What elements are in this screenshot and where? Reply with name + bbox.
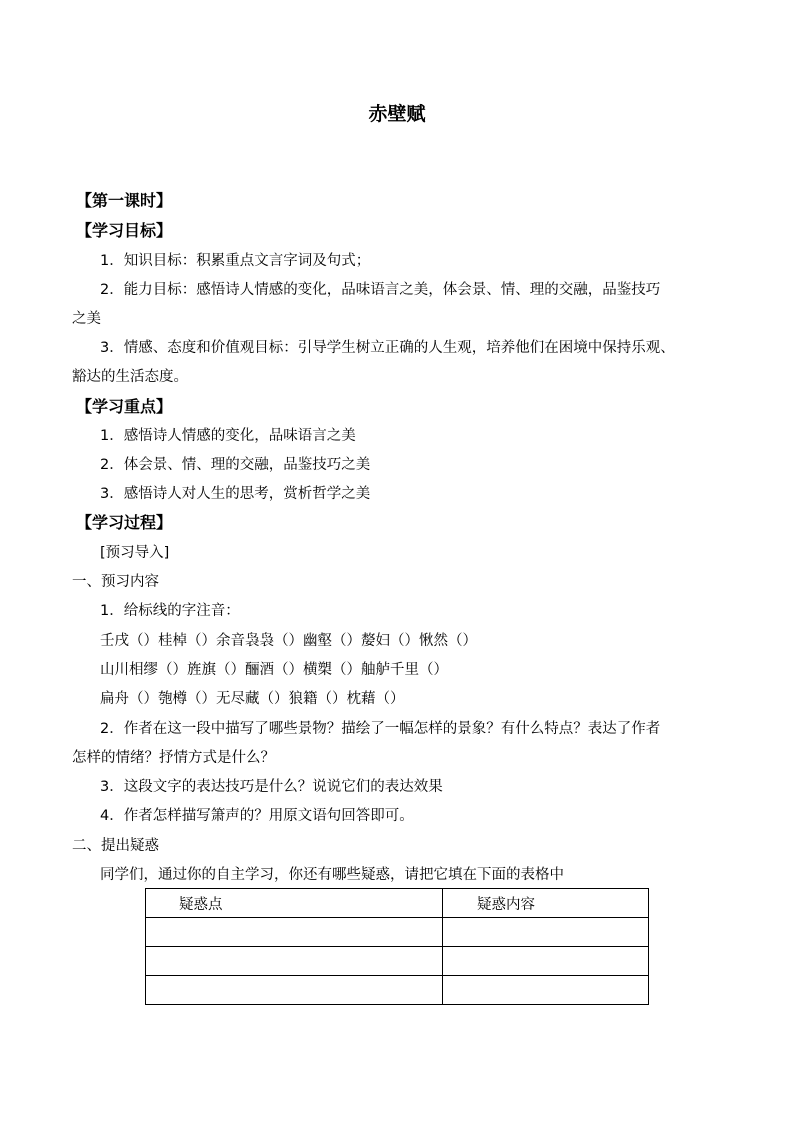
table-cell[interactable] <box>146 976 443 1005</box>
table-cell[interactable] <box>443 918 649 947</box>
table-row <box>146 976 649 1005</box>
table-cell[interactable] <box>443 976 649 1005</box>
key-point-2: 2．体会景、情、理的交融，品鉴技巧之美 <box>100 457 371 473</box>
key-point-3: 3．感悟诗人对人生的思考，赏析哲学之美 <box>100 486 371 502</box>
goal-attitude: 3．情感、态度和价值观目标：引导学生树立正确的人生观，培养他们在困境中保持乐观、 <box>100 340 675 356</box>
question-2-continued: 怎样的情绪？抒情方式是什么？ <box>72 750 275 766</box>
question-2: 2．作者在这一段中描写了哪些景物？描绘了一幅怎样的景象？有什么特点？表达了作者 <box>100 721 661 737</box>
table-header-row <box>146 889 649 918</box>
preview-intro-label: [预习导入] <box>100 545 170 561</box>
section-heading-key-points: 【学习重点】 <box>76 397 173 416</box>
question-4: 4．作者怎样描写箫声的？用原文语句回答即可。 <box>100 808 414 824</box>
table-header-doubt-point: 疑惑点 <box>146 889 443 918</box>
goal-knowledge: 1．知识目标：积累重点文言字词及句式； <box>100 253 371 269</box>
table-row <box>146 947 649 976</box>
doubts-table <box>145 888 649 1005</box>
subsection-raise-doubts: 二、提出疑惑 <box>72 838 159 854</box>
document-title: 赤壁赋 <box>368 103 426 125</box>
section-heading-first-lesson: 【第一课时】 <box>76 191 173 210</box>
table-row <box>146 918 649 947</box>
section-heading-learning-process: 【学习过程】 <box>76 513 173 532</box>
goal-ability-continued: 之美 <box>72 311 101 327</box>
question-3: 3．这段文字的表达技巧是什么？说说它们的表达效果 <box>100 779 443 795</box>
table-cell[interactable] <box>443 947 649 976</box>
table-cell[interactable] <box>146 947 443 976</box>
pinyin-row-1: 壬戌（）桂棹（）余音袅袅（）幽壑（）嫠妇（）愀然（） <box>100 633 477 649</box>
goal-ability: 2．能力目标：感悟诗人情感的变化，品味语言之美，体会景、情、理的交融，品鉴技巧 <box>100 282 661 298</box>
pinyin-row-2: 山川相缪（）旌旗（）酾酒（）横槊（）舳舻千里（） <box>100 662 448 678</box>
section-heading-learning-goals: 【学习目标】 <box>76 221 173 240</box>
table-cell[interactable] <box>146 918 443 947</box>
doubts-instruction: 同学们，通过你的自主学习，你还有哪些疑惑，请把它填在下面的表格中 <box>100 867 564 883</box>
goal-attitude-continued: 豁达的生活态度。 <box>72 369 188 385</box>
key-point-1: 1．感悟诗人情感的变化，品味语言之美 <box>100 428 356 444</box>
subsection-preview-content: 一、预习内容 <box>72 574 159 590</box>
question-1: 1．给标线的字注音： <box>100 603 240 619</box>
table-header-doubt-content: 疑惑内容 <box>443 889 649 918</box>
pinyin-row-3: 扁舟（）匏樽（）无尽藏（）狼籍（）枕藉（） <box>100 691 405 707</box>
